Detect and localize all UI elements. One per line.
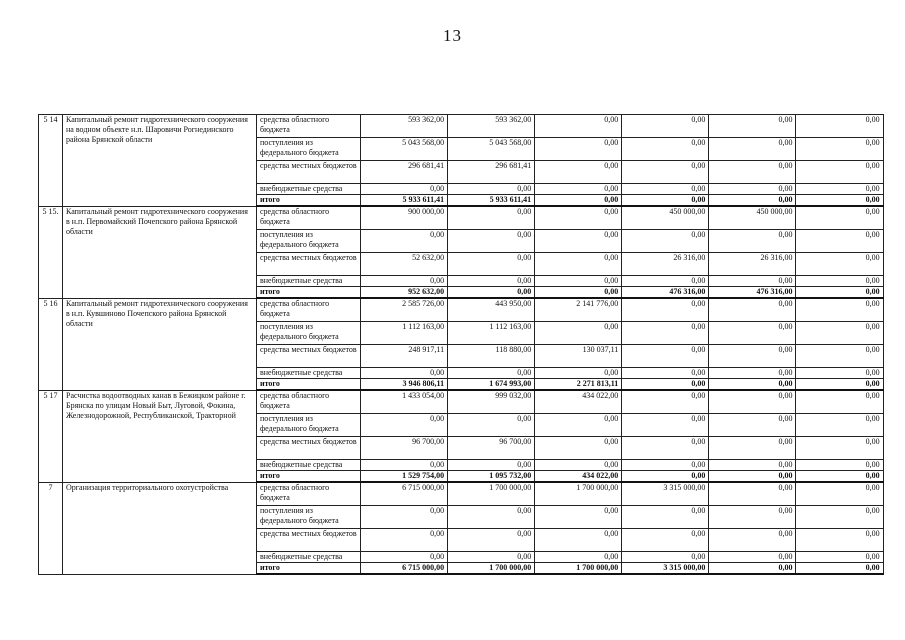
amount-cell: 0,00 [361, 414, 448, 437]
amount-cell: 0,00 [361, 552, 448, 563]
amount-cell: 1 529 754,00 [361, 471, 448, 483]
amount-cell: 2 141 776,00 [535, 298, 622, 322]
amount-cell: 0,00 [448, 253, 535, 276]
amount-cell: 952 632,00 [361, 287, 448, 299]
amount-cell: 0,00 [622, 471, 709, 483]
item-number: 5 14 [39, 115, 63, 207]
funding-source: поступления из федерального бюджета [257, 414, 361, 437]
amount-cell: 999 032,00 [448, 390, 535, 414]
amount-cell: 476 316,00 [709, 287, 796, 299]
amount-cell: 0,00 [622, 115, 709, 138]
amount-cell: 0,00 [796, 379, 883, 391]
amount-cell: 26 316,00 [709, 253, 796, 276]
funding-source: средства местных бюджетов [257, 437, 361, 460]
funding-source: средства областного бюджета [257, 298, 361, 322]
amount-cell: 0,00 [709, 138, 796, 161]
amount-cell: 0,00 [448, 368, 535, 379]
amount-cell: 450 000,00 [709, 206, 796, 230]
funding-source: поступления из федерального бюджета [257, 230, 361, 253]
amount-cell: 0,00 [796, 460, 883, 471]
amount-cell: 26 316,00 [622, 253, 709, 276]
amount-cell: 0,00 [448, 506, 535, 529]
amount-cell: 0,00 [361, 276, 448, 287]
amount-cell: 0,00 [622, 345, 709, 368]
amount-cell: 0,00 [796, 322, 883, 345]
amount-cell: 2 585 726,00 [361, 298, 448, 322]
amount-cell: 0,00 [796, 298, 883, 322]
amount-cell: 1 112 163,00 [361, 322, 448, 345]
item-name: Капитальный ремонт гидротехнического сооружения в н.п. Первомайский Почепского района Брянской области [63, 206, 257, 298]
amount-cell: 0,00 [535, 414, 622, 437]
amount-cell: 0,00 [709, 379, 796, 391]
amount-cell: 118 880,00 [448, 345, 535, 368]
amount-cell: 0,00 [796, 184, 883, 195]
amount-cell: 434 022,00 [535, 390, 622, 414]
amount-cell: 0,00 [709, 460, 796, 471]
funding-source: итого [257, 195, 361, 207]
amount-cell: 0,00 [709, 195, 796, 207]
page-number: 13 [443, 26, 462, 45]
amount-cell: 0,00 [796, 368, 883, 379]
amount-cell: 96 700,00 [448, 437, 535, 460]
amount-cell: 5 933 611,41 [361, 195, 448, 207]
amount-cell: 0,00 [448, 184, 535, 195]
amount-cell: 0,00 [622, 379, 709, 391]
amount-cell: 3 315 000,00 [622, 563, 709, 575]
amount-cell: 0,00 [448, 206, 535, 230]
amount-cell: 476 316,00 [622, 287, 709, 299]
amount-cell: 3 315 000,00 [622, 482, 709, 506]
funding-source: итого [257, 379, 361, 391]
amount-cell: 0,00 [622, 276, 709, 287]
funding-source: внебюджетные средства [257, 184, 361, 195]
amount-cell: 0,00 [622, 460, 709, 471]
amount-cell: 0,00 [709, 115, 796, 138]
amount-cell: 0,00 [535, 368, 622, 379]
amount-cell: 0,00 [448, 460, 535, 471]
table-row [39, 298, 884, 322]
item-number: 5 15. [39, 206, 63, 298]
amount-cell: 0,00 [622, 437, 709, 460]
item-number: 5 16 [39, 298, 63, 390]
amount-cell: 593 362,00 [361, 115, 448, 138]
funding-source: внебюджетные средства [257, 368, 361, 379]
table-row [39, 482, 884, 506]
amount-cell: 0,00 [361, 460, 448, 471]
amount-cell: 434 022,00 [535, 471, 622, 483]
amount-cell: 0,00 [535, 184, 622, 195]
amount-cell: 0,00 [709, 414, 796, 437]
amount-cell: 0,00 [448, 552, 535, 563]
table-row [39, 390, 884, 414]
amount-cell: 1 700 000,00 [535, 482, 622, 506]
amount-cell: 0,00 [448, 230, 535, 253]
amount-cell: 0,00 [709, 298, 796, 322]
amount-cell: 593 362,00 [448, 115, 535, 138]
amount-cell: 0,00 [796, 253, 883, 276]
item-name: Капитальный ремонт гидротехнического сооружения на водном объекте н.п. Шаровичи Рогнединского района Брянской области [63, 115, 257, 207]
amount-cell: 0,00 [796, 414, 883, 437]
amount-cell: 0,00 [361, 368, 448, 379]
amount-cell: 0,00 [796, 115, 883, 138]
amount-cell: 0,00 [622, 506, 709, 529]
funding-source: средства местных бюджетов [257, 253, 361, 276]
amount-cell: 0,00 [448, 414, 535, 437]
amount-cell: 0,00 [535, 322, 622, 345]
amount-cell: 0,00 [709, 390, 796, 414]
amount-cell: 0,00 [622, 230, 709, 253]
amount-cell: 0,00 [622, 529, 709, 552]
amount-cell: 0,00 [796, 345, 883, 368]
amount-cell: 0,00 [535, 460, 622, 471]
amount-cell: 0,00 [709, 368, 796, 379]
amount-cell: 0,00 [622, 414, 709, 437]
funding-source: внебюджетные средства [257, 552, 361, 563]
amount-cell: 0,00 [361, 506, 448, 529]
amount-cell: 1 433 054,00 [361, 390, 448, 414]
amount-cell: 0,00 [796, 161, 883, 184]
amount-cell: 0,00 [622, 322, 709, 345]
funding-source: поступления из федерального бюджета [257, 322, 361, 345]
amount-cell: 0,00 [622, 390, 709, 414]
amount-cell: 0,00 [535, 230, 622, 253]
amount-cell: 0,00 [709, 437, 796, 460]
amount-cell: 0,00 [796, 529, 883, 552]
amount-cell: 52 632,00 [361, 253, 448, 276]
amount-cell: 0,00 [796, 276, 883, 287]
amount-cell: 0,00 [535, 529, 622, 552]
funding-source: средства областного бюджета [257, 390, 361, 414]
amount-cell: 0,00 [535, 253, 622, 276]
amount-cell: 0,00 [709, 471, 796, 483]
amount-cell: 0,00 [535, 506, 622, 529]
funding-source: средства местных бюджетов [257, 345, 361, 368]
amount-cell: 0,00 [796, 195, 883, 207]
amount-cell: 3 946 806,11 [361, 379, 448, 391]
item-number: 5 17 [39, 390, 63, 482]
amount-cell: 0,00 [622, 195, 709, 207]
amount-cell: 0,00 [796, 287, 883, 299]
amount-cell: 0,00 [709, 482, 796, 506]
amount-cell: 0,00 [535, 206, 622, 230]
amount-cell: 0,00 [796, 506, 883, 529]
amount-cell: 0,00 [535, 195, 622, 207]
amount-cell: 0,00 [796, 138, 883, 161]
amount-cell: 0,00 [796, 482, 883, 506]
item-name: Капитальный ремонт гидротехнического сооружения в н.п. Кувшиново Почепского района Брянской области [63, 298, 257, 390]
amount-cell: 5 043 568,00 [448, 138, 535, 161]
item-name: Организация территориального охотустройства [63, 482, 257, 574]
amount-cell: 443 950,00 [448, 298, 535, 322]
amount-cell: 1 674 993,00 [448, 379, 535, 391]
amount-cell: 1 095 732,00 [448, 471, 535, 483]
amount-cell: 1 112 163,00 [448, 322, 535, 345]
amount-cell: 296 681,41 [361, 161, 448, 184]
funding-source: внебюджетные средства [257, 460, 361, 471]
funding-source: итого [257, 287, 361, 299]
amount-cell: 2 271 813,11 [535, 379, 622, 391]
amount-cell: 6 715 000,00 [361, 482, 448, 506]
amount-cell: 0,00 [535, 138, 622, 161]
amount-cell: 6 715 000,00 [361, 563, 448, 575]
funding-source: поступления из федерального бюджета [257, 506, 361, 529]
amount-cell: 0,00 [361, 230, 448, 253]
amount-cell: 0,00 [709, 552, 796, 563]
amount-cell: 900 000,00 [361, 206, 448, 230]
amount-cell: 0,00 [535, 552, 622, 563]
amount-cell: 0,00 [448, 276, 535, 287]
amount-cell: 0,00 [535, 287, 622, 299]
amount-cell: 248 917,11 [361, 345, 448, 368]
amount-cell: 296 681,41 [448, 161, 535, 184]
amount-cell: 0,00 [709, 230, 796, 253]
amount-cell: 0,00 [448, 287, 535, 299]
amount-cell: 1 700 000,00 [535, 563, 622, 575]
amount-cell: 0,00 [535, 437, 622, 460]
amount-cell: 0,00 [796, 563, 883, 575]
amount-cell: 0,00 [622, 184, 709, 195]
amount-cell: 0,00 [796, 471, 883, 483]
amount-cell: 0,00 [709, 345, 796, 368]
amount-cell: 0,00 [535, 276, 622, 287]
budget-table-body [39, 115, 884, 575]
amount-cell: 0,00 [709, 529, 796, 552]
amount-cell: 0,00 [448, 529, 535, 552]
funding-source: средства областного бюджета [257, 115, 361, 138]
funding-source: средства областного бюджета [257, 482, 361, 506]
item-name: Расчистка водоотводных канав в Бежицком районе г. Брянска по улицам Новый Быт, Луговой, Фокина, Железнодорожной, Республиканской, Тракторной [63, 390, 257, 482]
amount-cell: 0,00 [709, 322, 796, 345]
funding-source: итого [257, 563, 361, 575]
table-row [39, 115, 884, 138]
amount-cell: 1 700 000,00 [448, 563, 535, 575]
funding-source: итого [257, 471, 361, 483]
amount-cell: 0,00 [535, 115, 622, 138]
amount-cell: 0,00 [622, 161, 709, 184]
amount-cell: 5 933 611,41 [448, 195, 535, 207]
funding-source: средства местных бюджетов [257, 161, 361, 184]
item-number: 7 [39, 482, 63, 574]
amount-cell: 0,00 [796, 437, 883, 460]
amount-cell: 0,00 [796, 230, 883, 253]
amount-cell: 0,00 [796, 390, 883, 414]
budget-table [38, 114, 884, 575]
amount-cell: 0,00 [709, 161, 796, 184]
amount-cell: 0,00 [796, 552, 883, 563]
funding-source: поступления из федерального бюджета [257, 138, 361, 161]
amount-cell: 0,00 [622, 552, 709, 563]
amount-cell: 450 000,00 [622, 206, 709, 230]
amount-cell: 0,00 [535, 161, 622, 184]
funding-source: внебюджетные средства [257, 276, 361, 287]
amount-cell: 0,00 [361, 184, 448, 195]
amount-cell: 0,00 [622, 368, 709, 379]
amount-cell: 0,00 [709, 184, 796, 195]
amount-cell: 0,00 [622, 298, 709, 322]
amount-cell: 0,00 [796, 206, 883, 230]
amount-cell: 130 037,11 [535, 345, 622, 368]
amount-cell: 0,00 [361, 529, 448, 552]
funding-source: средства местных бюджетов [257, 529, 361, 552]
amount-cell: 1 700 000,00 [448, 482, 535, 506]
table-row [39, 206, 884, 230]
amount-cell: 0,00 [709, 506, 796, 529]
funding-source: средства областного бюджета [257, 206, 361, 230]
amount-cell: 0,00 [622, 138, 709, 161]
amount-cell: 5 043 568,00 [361, 138, 448, 161]
amount-cell: 0,00 [709, 563, 796, 575]
amount-cell: 0,00 [709, 276, 796, 287]
amount-cell: 96 700,00 [361, 437, 448, 460]
